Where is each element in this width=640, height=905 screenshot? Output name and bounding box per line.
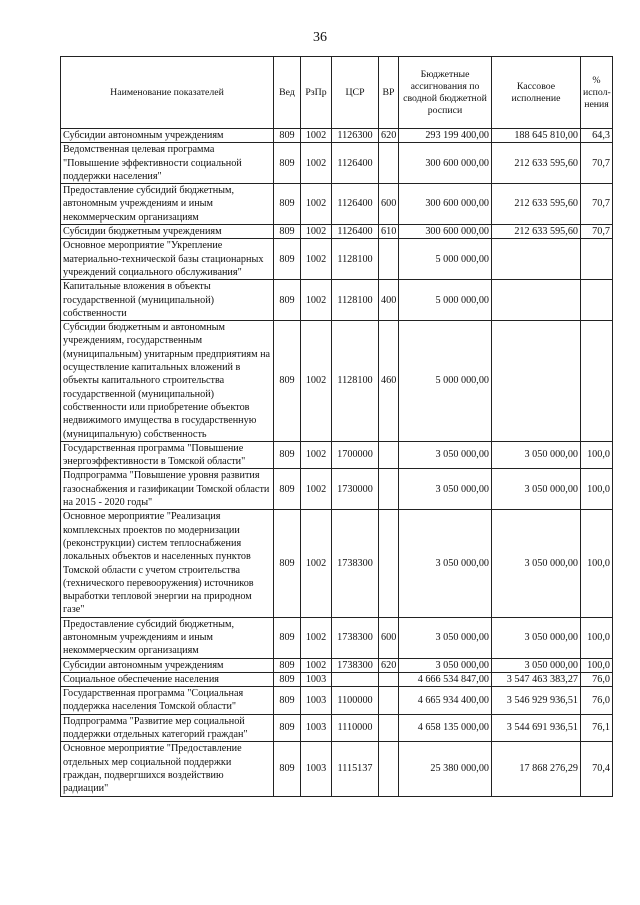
cell-name: Основное мероприятие "Укрепление материально-технической базы стационарных учреждений социального обслуживания" <box>61 239 274 280</box>
cell-pct <box>581 239 613 280</box>
cell-name: Государственная программа "Социальная поддержка населения Томской области" <box>61 687 274 715</box>
cell-csr: 1738300 <box>332 617 379 658</box>
cell-budget: 4 665 934 400,00 <box>399 687 492 715</box>
cell-cash: 212 633 595,60 <box>492 143 581 184</box>
cell-ved: 809 <box>274 469 301 510</box>
cell-csr: 1128100 <box>332 280 379 321</box>
table-row <box>61 184 613 225</box>
cell-rzpr: 1003 <box>301 742 332 796</box>
cell-csr: 1730000 <box>332 469 379 510</box>
header-ved: Вед <box>274 57 301 129</box>
table-row <box>61 143 613 184</box>
cell-csr: 1128100 <box>332 239 379 280</box>
cell-name: Основное мероприятие "Реализация комплексных проектов по модернизации (реконструкции) систем теплоснабжения локальных объектов и населенных пунктов Томской области с учетом строительства (технического перевооружения) источников выработки тепловой энергии на природном газе" <box>61 510 274 617</box>
cell-ved: 809 <box>274 441 301 469</box>
cell-pct <box>581 280 613 321</box>
cell-budget: 5 000 000,00 <box>399 239 492 280</box>
budget-table <box>60 56 613 797</box>
cell-csr: 1738300 <box>332 510 379 617</box>
cell-cash: 3 050 000,00 <box>492 658 581 672</box>
table-row <box>61 714 613 742</box>
cell-cash: 212 633 595,60 <box>492 184 581 225</box>
cell-csr: 1126300 <box>332 129 379 143</box>
cell-ved: 809 <box>274 280 301 321</box>
table-row <box>61 321 613 442</box>
cell-ved: 809 <box>274 129 301 143</box>
table-row <box>61 742 613 796</box>
table-row <box>61 658 613 672</box>
cell-pct: 100,0 <box>581 469 613 510</box>
cell-pct: 64,3 <box>581 129 613 143</box>
cell-vr: 610 <box>379 225 399 239</box>
cell-budget: 3 050 000,00 <box>399 658 492 672</box>
cell-pct: 100,0 <box>581 441 613 469</box>
cell-vr <box>379 742 399 796</box>
cell-cash: 17 868 276,29 <box>492 742 581 796</box>
cell-name: Социальное обеспечение населения <box>61 672 274 686</box>
header-vr: ВР <box>379 57 399 129</box>
cell-budget: 300 600 000,00 <box>399 225 492 239</box>
cell-name: Субсидии бюджетным и автономным учреждениям, государственным (муниципальным) унитарным предприятиям на осуществление капитальных вложений в объекты капитального строительства государственной (муниципальной) собственности или приобретение объектов недвижимого имущества в государственную (муниципальную) собственность <box>61 321 274 442</box>
cell-rzpr: 1002 <box>301 469 332 510</box>
cell-name: Капитальные вложения в объекты государственной (муниципальной) собственности <box>61 280 274 321</box>
table-row <box>61 225 613 239</box>
cell-csr: 1700000 <box>332 441 379 469</box>
cell-rzpr: 1002 <box>301 225 332 239</box>
cell-budget: 300 600 000,00 <box>399 143 492 184</box>
cell-pct: 70,4 <box>581 742 613 796</box>
cell-vr <box>379 239 399 280</box>
cell-csr: 1126400 <box>332 143 379 184</box>
cell-rzpr: 1003 <box>301 687 332 715</box>
cell-vr <box>379 672 399 686</box>
cell-budget: 4 666 534 847,00 <box>399 672 492 686</box>
cell-rzpr: 1002 <box>301 143 332 184</box>
cell-csr: 1126400 <box>332 184 379 225</box>
table-row <box>61 469 613 510</box>
header-budget: Бюджетные ассигнования по сводной бюджетной росписи <box>399 57 492 129</box>
cell-cash: 188 645 810,00 <box>492 129 581 143</box>
cell-pct: 70,7 <box>581 225 613 239</box>
cell-vr <box>379 441 399 469</box>
cell-csr: 1128100 <box>332 321 379 442</box>
header-name: Наименование показателей <box>61 57 274 129</box>
table-header-row <box>61 57 613 129</box>
cell-pct: 100,0 <box>581 658 613 672</box>
cell-rzpr: 1002 <box>301 658 332 672</box>
cell-rzpr: 1003 <box>301 672 332 686</box>
cell-rzpr: 1002 <box>301 441 332 469</box>
cell-vr <box>379 714 399 742</box>
cell-vr <box>379 469 399 510</box>
cell-ved: 809 <box>274 184 301 225</box>
cell-budget: 4 658 135 000,00 <box>399 714 492 742</box>
cell-csr: 1126400 <box>332 225 379 239</box>
table-row <box>61 280 613 321</box>
table-row <box>61 672 613 686</box>
cell-name: Ведомственная целевая программа "Повышение эффективности социальной поддержки населения" <box>61 143 274 184</box>
cell-budget: 5 000 000,00 <box>399 280 492 321</box>
cell-ved: 809 <box>274 687 301 715</box>
cell-pct: 70,7 <box>581 184 613 225</box>
cell-vr <box>379 143 399 184</box>
cell-name: Подпрограмма "Развитие мер социальной поддержки отдельных категорий граждан" <box>61 714 274 742</box>
header-csr: ЦСР <box>332 57 379 129</box>
cell-pct: 76,0 <box>581 672 613 686</box>
cell-vr: 620 <box>379 658 399 672</box>
cell-cash: 3 547 463 383,27 <box>492 672 581 686</box>
cell-budget: 3 050 000,00 <box>399 441 492 469</box>
cell-cash <box>492 239 581 280</box>
cell-csr: 1738300 <box>332 658 379 672</box>
cell-pct: 76,1 <box>581 714 613 742</box>
cell-cash <box>492 321 581 442</box>
cell-ved: 809 <box>274 321 301 442</box>
cell-budget: 3 050 000,00 <box>399 510 492 617</box>
cell-pct: 100,0 <box>581 617 613 658</box>
cell-cash: 3 050 000,00 <box>492 469 581 510</box>
cell-vr <box>379 687 399 715</box>
cell-rzpr: 1003 <box>301 714 332 742</box>
cell-name: Подпрограмма "Повышение уровня развития газоснабжения и газификации Томской области на 2015 - 2020 годы" <box>61 469 274 510</box>
cell-rzpr: 1002 <box>301 129 332 143</box>
cell-budget: 3 050 000,00 <box>399 617 492 658</box>
cell-rzpr: 1002 <box>301 280 332 321</box>
cell-cash <box>492 280 581 321</box>
cell-csr <box>332 672 379 686</box>
table-row <box>61 129 613 143</box>
cell-rzpr: 1002 <box>301 239 332 280</box>
cell-vr <box>379 510 399 617</box>
cell-ved: 809 <box>274 617 301 658</box>
cell-budget: 25 380 000,00 <box>399 742 492 796</box>
cell-cash: 3 050 000,00 <box>492 617 581 658</box>
cell-rzpr: 1002 <box>301 617 332 658</box>
cell-ved: 809 <box>274 658 301 672</box>
cell-budget: 300 600 000,00 <box>399 184 492 225</box>
cell-name: Основное мероприятие "Предоставление отдельных мер социальной поддержки граждан, подвергшихся воздействию радиации" <box>61 742 274 796</box>
cell-name: Государственная программа "Повышение энергоэффективности в Томской области" <box>61 441 274 469</box>
cell-ved: 809 <box>274 510 301 617</box>
cell-name: Субсидии бюджетным учреждениям <box>61 225 274 239</box>
cell-ved: 809 <box>274 225 301 239</box>
cell-cash: 3 546 929 936,51 <box>492 687 581 715</box>
page-number: 36 <box>313 30 327 45</box>
cell-cash: 3 050 000,00 <box>492 441 581 469</box>
cell-budget: 5 000 000,00 <box>399 321 492 442</box>
cell-ved: 809 <box>274 143 301 184</box>
cell-ved: 809 <box>274 672 301 686</box>
cell-pct: 100,0 <box>581 510 613 617</box>
cell-vr: 620 <box>379 129 399 143</box>
cell-vr: 460 <box>379 321 399 442</box>
cell-budget: 3 050 000,00 <box>399 469 492 510</box>
cell-csr: 1100000 <box>332 687 379 715</box>
cell-vr: 600 <box>379 617 399 658</box>
cell-csr: 1110000 <box>332 714 379 742</box>
table-row <box>61 687 613 715</box>
cell-name: Субсидии автономным учреждениям <box>61 129 274 143</box>
cell-cash: 212 633 595,60 <box>492 225 581 239</box>
cell-csr: 1115137 <box>332 742 379 796</box>
cell-name: Предоставление субсидий бюджетным, автономным учреждениям и иным некоммерческим организациям <box>61 617 274 658</box>
header-cash: Кассовое исполнение <box>492 57 581 129</box>
cell-name: Предоставление субсидий бюджетным, автономным учреждениям и иным некоммерческим организациям <box>61 184 274 225</box>
cell-budget: 293 199 400,00 <box>399 129 492 143</box>
cell-rzpr: 1002 <box>301 510 332 617</box>
cell-pct: 70,7 <box>581 143 613 184</box>
cell-vr: 400 <box>379 280 399 321</box>
cell-ved: 809 <box>274 742 301 796</box>
header-pct: % испол-нения <box>581 57 613 129</box>
table-row <box>61 239 613 280</box>
table-row <box>61 617 613 658</box>
cell-vr: 600 <box>379 184 399 225</box>
header-rzpr: РзПр <box>301 57 332 129</box>
cell-rzpr: 1002 <box>301 184 332 225</box>
cell-ved: 809 <box>274 714 301 742</box>
cell-name: Субсидии автономным учреждениям <box>61 658 274 672</box>
cell-pct: 76,0 <box>581 687 613 715</box>
cell-rzpr: 1002 <box>301 321 332 442</box>
cell-pct <box>581 321 613 442</box>
table-row <box>61 441 613 469</box>
cell-cash: 3 544 691 936,51 <box>492 714 581 742</box>
table-row <box>61 510 613 617</box>
cell-ved: 809 <box>274 239 301 280</box>
cell-cash: 3 050 000,00 <box>492 510 581 617</box>
